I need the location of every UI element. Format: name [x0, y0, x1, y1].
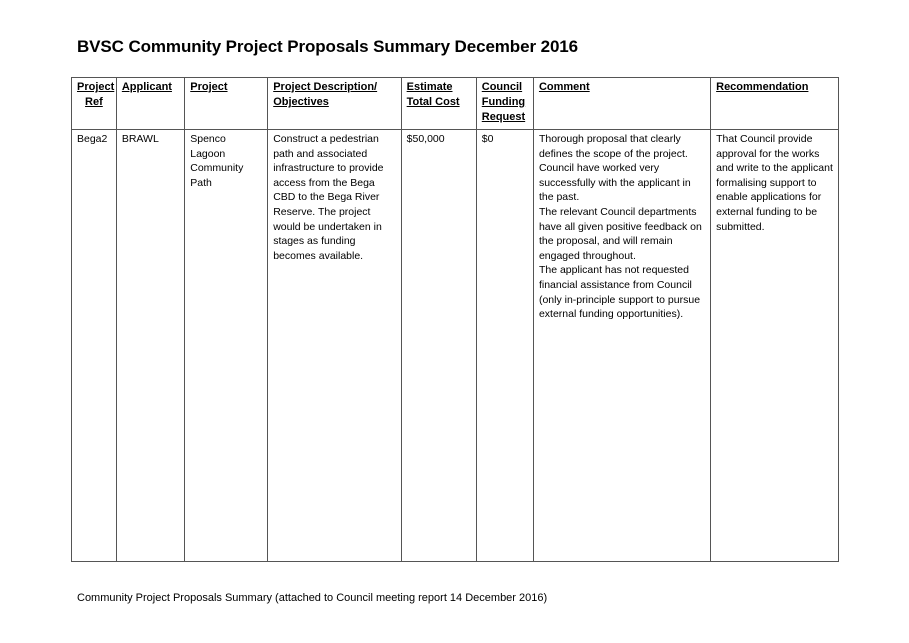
cell-description: Construct a pedestrian path and associated infrastructure to provide access from the Bega CBD to the Bega River Reserve. The project would be undertaken in stages as funding becomes available.	[268, 130, 401, 562]
header-description: Project Description/ Objectives	[268, 78, 401, 130]
header-project: Project	[185, 78, 268, 130]
header-estimate-total-cost: Estimate Total Cost	[401, 78, 476, 130]
cell-applicant: BRAWL	[116, 130, 184, 562]
table-header-row	[72, 78, 839, 130]
cell-project: Spenco Lagoon Community Path	[185, 130, 268, 562]
comment-paragraph: The relevant Council departments have all given positive feedback on the proposal, and will remain engaged throughout.	[538, 205, 702, 262]
cell-recommendation: That Council provide approval for the works and write to the applicant formalising support to enable applications for external funding to be submitted.	[711, 130, 839, 562]
cell-comment	[533, 130, 710, 562]
header-project-ref: Project Ref	[72, 78, 117, 130]
comment-paragraph: Thorough proposal that clearly defines the scope of the project. Council have worked very successfully with the applicant in the past.	[538, 133, 691, 204]
cell-project-ref: Bega2	[72, 130, 117, 562]
cell-estimate-total-cost: $50,000	[401, 130, 476, 562]
header-recommendation: Recommendation	[711, 78, 839, 130]
header-comment: Comment	[533, 78, 710, 130]
page-footer: Community Project Proposals Summary (attached to Council meeting report 14 December 2016)	[77, 592, 548, 604]
document-title: BVSC Community Project Proposals Summary December 2016	[77, 37, 579, 56]
header-applicant: Applicant	[116, 78, 184, 130]
header-council-funding-request: Council Funding Request	[476, 78, 533, 130]
comment-paragraph: The applicant has not requested financial assistance from Council (only in-principle support to pursue external funding opportunities).	[538, 264, 701, 321]
cell-council-funding-request: $0	[476, 130, 533, 562]
proposals-table	[71, 77, 839, 562]
table-row	[72, 130, 839, 562]
